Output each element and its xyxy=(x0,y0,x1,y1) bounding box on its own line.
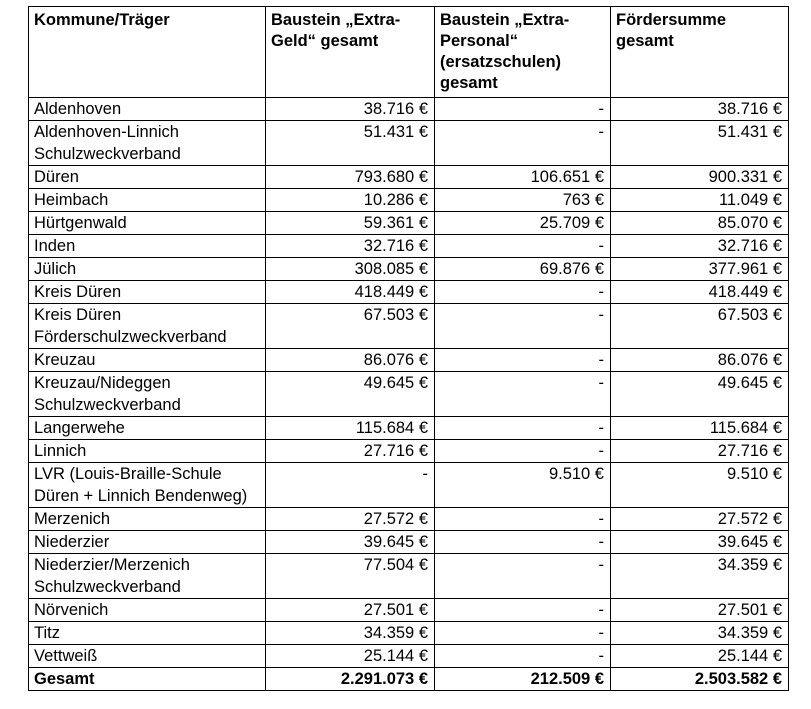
row-kommune: Kreis Düren Förderschulzweckverband xyxy=(29,304,266,349)
row-kommune: Jülich xyxy=(29,258,266,281)
row-extra-personal: - xyxy=(435,121,611,166)
row-kommune: Kreuzau/Nideggen Schulzweckverband xyxy=(29,372,266,417)
row-foerdersumme: 27.501 € xyxy=(611,599,789,622)
row-foerdersumme: 27.716 € xyxy=(611,440,789,463)
document-page xyxy=(28,6,788,691)
table-row xyxy=(29,166,789,189)
row-extra-geld: 51.431 € xyxy=(266,121,435,166)
row-extra-personal: 106.651 € xyxy=(435,166,611,189)
row-kommune: Titz xyxy=(29,622,266,645)
table-row xyxy=(29,531,789,554)
row-extra-personal: - xyxy=(435,235,611,258)
table-row xyxy=(29,372,789,417)
table-row xyxy=(29,463,789,508)
table-row xyxy=(29,508,789,531)
total-foerdersumme: 2.503.582 € xyxy=(611,668,789,691)
row-kommune: Kreis Düren xyxy=(29,281,266,304)
row-extra-personal: - xyxy=(435,508,611,531)
row-kommune: Heimbach xyxy=(29,189,266,212)
header-kommune: Kommune/Träger xyxy=(29,7,266,98)
table-row xyxy=(29,622,789,645)
row-extra-geld: 115.684 € xyxy=(266,417,435,440)
row-kommune: Niederzier/Merzenich Schulzweckverband xyxy=(29,554,266,599)
row-foerdersumme: 115.684 € xyxy=(611,417,789,440)
row-kommune: LVR (Louis-Braille-Schule Düren + Linnich Bendenweg) xyxy=(29,463,266,508)
row-kommune: Aldenhoven-Linnich Schulzweckverband xyxy=(29,121,266,166)
table-row xyxy=(29,349,789,372)
header-foerdersumme: Fördersumme gesamt xyxy=(611,7,789,98)
row-extra-personal: - xyxy=(435,554,611,599)
row-extra-geld: - xyxy=(266,463,435,508)
row-extra-personal: 69.876 € xyxy=(435,258,611,281)
row-kommune: Merzenich xyxy=(29,508,266,531)
row-foerdersumme: 11.049 € xyxy=(611,189,789,212)
row-extra-geld: 59.361 € xyxy=(266,212,435,235)
total-row xyxy=(29,668,789,691)
table-row xyxy=(29,189,789,212)
row-extra-geld: 32.716 € xyxy=(266,235,435,258)
row-extra-personal: - xyxy=(435,440,611,463)
row-foerdersumme: 27.572 € xyxy=(611,508,789,531)
table-body xyxy=(29,98,789,668)
row-kommune: Aldenhoven xyxy=(29,98,266,121)
funding-table xyxy=(28,6,789,691)
table-row xyxy=(29,304,789,349)
row-extra-geld: 793.680 € xyxy=(266,166,435,189)
row-extra-geld: 38.716 € xyxy=(266,98,435,121)
row-foerdersumme: 34.359 € xyxy=(611,622,789,645)
total-label: Gesamt xyxy=(29,668,266,691)
table-row xyxy=(29,645,789,668)
table-row xyxy=(29,417,789,440)
table-row xyxy=(29,440,789,463)
row-extra-geld: 86.076 € xyxy=(266,349,435,372)
row-extra-personal: - xyxy=(435,417,611,440)
row-foerdersumme: 85.070 € xyxy=(611,212,789,235)
row-kommune: Hürtgenwald xyxy=(29,212,266,235)
table-row xyxy=(29,258,789,281)
row-foerdersumme: 418.449 € xyxy=(611,281,789,304)
row-extra-personal: - xyxy=(435,531,611,554)
row-extra-geld: 49.645 € xyxy=(266,372,435,417)
row-extra-geld: 418.449 € xyxy=(266,281,435,304)
row-kommune: Düren xyxy=(29,166,266,189)
header-row xyxy=(29,7,789,98)
total-extra-personal: 212.509 € xyxy=(435,668,611,691)
row-foerdersumme: 32.716 € xyxy=(611,235,789,258)
table-header xyxy=(29,7,789,98)
row-extra-geld: 308.085 € xyxy=(266,258,435,281)
header-extra-geld: Baustein „Extra-Geld“ gesamt xyxy=(266,7,435,98)
row-kommune: Kreuzau xyxy=(29,349,266,372)
row-kommune: Nörvenich xyxy=(29,599,266,622)
table-footer xyxy=(29,668,789,691)
row-kommune: Langerwehe xyxy=(29,417,266,440)
row-kommune: Vettweiß xyxy=(29,645,266,668)
row-extra-personal: - xyxy=(435,599,611,622)
header-extra-personal: Baustein „Extra-Personal“ (ersatzschulen) gesamt xyxy=(435,7,611,98)
row-extra-personal: - xyxy=(435,622,611,645)
row-kommune: Linnich xyxy=(29,440,266,463)
table-row xyxy=(29,235,789,258)
row-extra-geld: 27.716 € xyxy=(266,440,435,463)
row-kommune: Niederzier xyxy=(29,531,266,554)
total-extra-geld: 2.291.073 € xyxy=(266,668,435,691)
row-foerdersumme: 51.431 € xyxy=(611,121,789,166)
row-extra-personal: 25.709 € xyxy=(435,212,611,235)
table-row xyxy=(29,121,789,166)
row-foerdersumme: 9.510 € xyxy=(611,463,789,508)
row-foerdersumme: 49.645 € xyxy=(611,372,789,417)
row-extra-geld: 25.144 € xyxy=(266,645,435,668)
row-foerdersumme: 900.331 € xyxy=(611,166,789,189)
row-extra-personal: - xyxy=(435,98,611,121)
row-foerdersumme: 377.961 € xyxy=(611,258,789,281)
row-extra-geld: 27.572 € xyxy=(266,508,435,531)
row-foerdersumme: 25.144 € xyxy=(611,645,789,668)
row-foerdersumme: 86.076 € xyxy=(611,349,789,372)
row-extra-personal: - xyxy=(435,304,611,349)
row-foerdersumme: 34.359 € xyxy=(611,554,789,599)
row-foerdersumme: 67.503 € xyxy=(611,304,789,349)
row-foerdersumme: 39.645 € xyxy=(611,531,789,554)
row-extra-personal: - xyxy=(435,349,611,372)
row-extra-personal: - xyxy=(435,281,611,304)
table-row xyxy=(29,212,789,235)
row-extra-personal: - xyxy=(435,645,611,668)
row-extra-personal: - xyxy=(435,372,611,417)
row-extra-personal: 763 € xyxy=(435,189,611,212)
row-kommune: Inden xyxy=(29,235,266,258)
row-extra-geld: 34.359 € xyxy=(266,622,435,645)
row-extra-geld: 27.501 € xyxy=(266,599,435,622)
row-extra-geld: 10.286 € xyxy=(266,189,435,212)
row-extra-geld: 77.504 € xyxy=(266,554,435,599)
table-row xyxy=(29,281,789,304)
row-extra-personal: 9.510 € xyxy=(435,463,611,508)
table-row xyxy=(29,599,789,622)
row-extra-geld: 39.645 € xyxy=(266,531,435,554)
table-row xyxy=(29,98,789,121)
table-row xyxy=(29,554,789,599)
row-foerdersumme: 38.716 € xyxy=(611,98,789,121)
row-extra-geld: 67.503 € xyxy=(266,304,435,349)
